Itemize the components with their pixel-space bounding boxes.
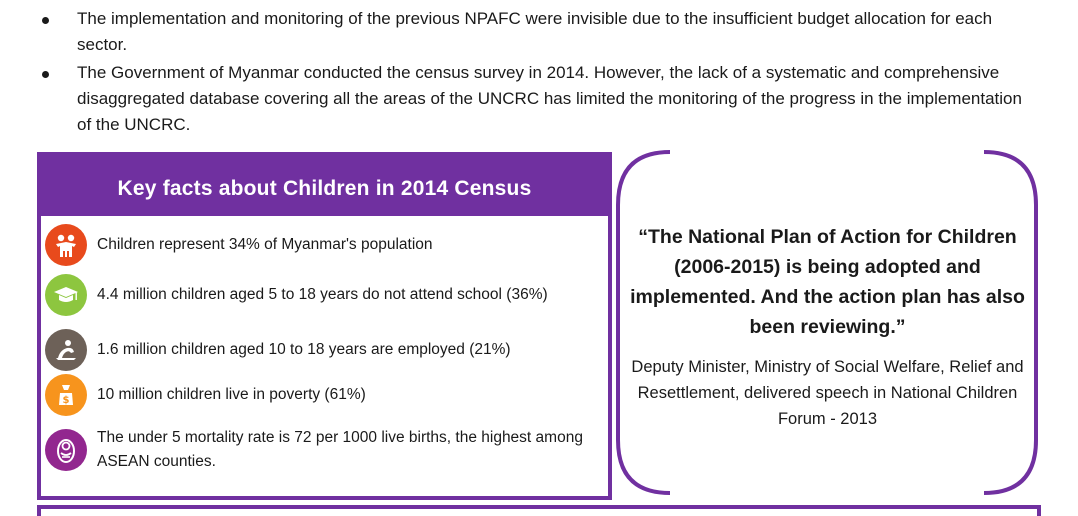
fact-row <box>45 224 433 266</box>
bullet-item <box>40 60 1030 138</box>
fact-text: 4.4 million children aged 5 to 18 years do not attend school (36%) <box>97 286 548 303</box>
bullet-item <box>40 6 1030 58</box>
graduation-cap-icon <box>45 274 87 316</box>
bullet-text: The implementation and monitoring of the previous NPAFC were invisible due to the insufficient budget allocation for each sector. <box>77 9 993 54</box>
fact-text: 1.6 million children aged 10 to 18 years are employed (21%) <box>97 341 511 358</box>
quote-text: “The National Plan of Action for Children (2006-2015) is being adopted and implemented. And the action plan has also been reviewing.” <box>630 226 1025 338</box>
key-facts-box <box>37 152 612 500</box>
fact-row <box>45 374 366 416</box>
children-icon <box>45 224 87 266</box>
next-section-box-border <box>37 505 1041 516</box>
fact-row <box>45 274 548 316</box>
baby-icon <box>45 429 87 471</box>
bullet-dot-icon <box>42 71 49 78</box>
fact-text: 10 million children live in poverty (61%) <box>97 386 366 403</box>
fact-text: Children represent 34% of Myanmar's population <box>97 236 433 253</box>
bullet-text: The Government of Myanmar conducted the census survey in 2014. However, the lack of a systematic and comprehensive disaggregated database covering all the areas of the UNCRC has limited the monitoring of the progress in the implementation of the UNCRC. <box>77 63 1022 134</box>
work-icon <box>45 329 87 371</box>
bullet-list <box>40 6 1030 140</box>
fact-row <box>45 426 587 474</box>
svg-text:$: $ <box>62 395 70 406</box>
key-facts-title: Key facts about Children in 2014 Census <box>41 156 608 216</box>
quote-attribution: Deputy Minister, Ministry of Social Welfare, Relief and Resettlement, delivered speech in National Children Forum - 2013 <box>631 358 1024 428</box>
quote-box <box>612 150 1042 495</box>
money-bag-icon <box>45 374 87 416</box>
fact-row <box>45 329 511 371</box>
bullet-dot-icon <box>42 17 49 24</box>
fact-text: The under 5 mortality rate is 72 per 1000 live births, the highest among ASEAN counties. <box>97 429 583 470</box>
